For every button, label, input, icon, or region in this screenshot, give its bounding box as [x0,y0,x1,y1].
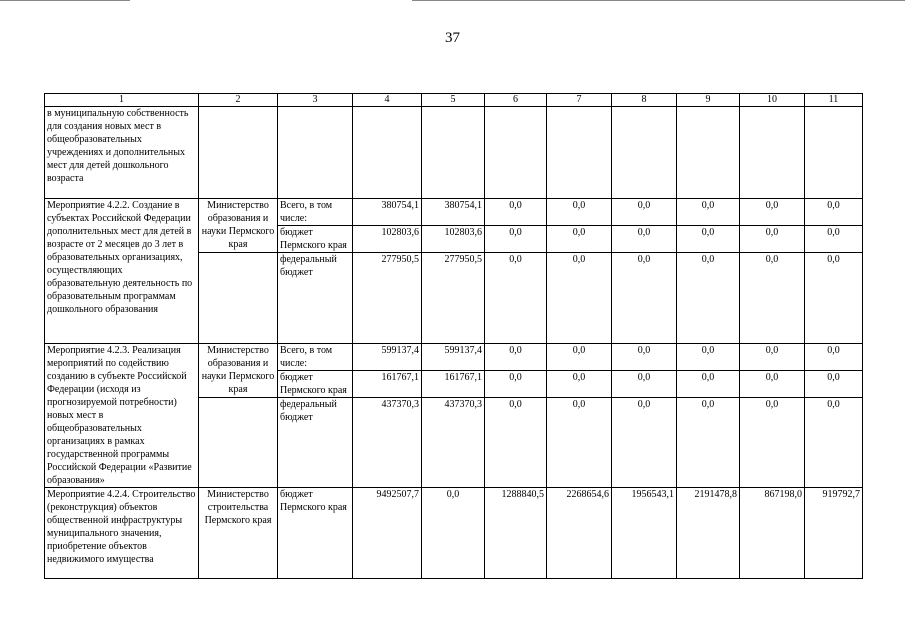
table-row [45,199,863,226]
value-cell: 0,0 [485,253,547,344]
value-cell: 1956543,1 [612,488,677,579]
header-row [45,94,863,107]
empty-cell [485,107,547,199]
source-cell: бюджет Пермского края [278,226,353,253]
value-cell: 0,0 [805,199,863,226]
source-cell: федеральный бюджет [278,398,353,488]
page-number: 37 [445,30,460,46]
value-cell: 599137,4 [353,344,422,371]
source-cell: федеральный бюджет [278,253,353,344]
header-cell: 6 [485,94,547,107]
value-cell: 599137,4 [422,344,485,371]
value-cell: 0,0 [485,398,547,488]
value-cell: 0,0 [612,226,677,253]
measure-cell: Мероприятие 4.2.4. Строительство (реконструкция) объектов общественной инфраструктуры муниципального значения, приобретение объектов недвижимого имущества [45,488,199,579]
value-cell: 0,0 [805,226,863,253]
header-cell: 3 [278,94,353,107]
value-cell: 0,0 [677,199,740,226]
value-cell: 0,0 [547,199,612,226]
value-cell: 0,0 [740,398,805,488]
measure-cell: Мероприятие 4.2.2. Создание в субъектах Российской Федерации дополнительных мест для детей в возрасте от 2 месяцев до 3 лет в образовательных организациях, осуществляющих образовательную деятельность по образовательным программам дошкольного образования [45,199,199,344]
measure-cell: Мероприятие 4.2.3. Реализация мероприятий по содействию созданию в субъекте Российской Федерации (исходя из прогнозируемой потребности) новых мест в общеобразовательных организациях в рамках государственной программы Российской Федерации «Развитие образования» [45,344,199,488]
table-row [45,344,863,371]
value-cell: 1288840,5 [485,488,547,579]
value-cell: 0,0 [740,371,805,398]
value-cell: 2191478,8 [677,488,740,579]
value-cell: 0,0 [677,398,740,488]
header-cell: 11 [805,94,863,107]
empty-cell [422,107,485,199]
value-cell: 0,0 [547,253,612,344]
value-cell: 0,0 [805,253,863,344]
value-cell: 0,0 [677,226,740,253]
header-cell: 9 [677,94,740,107]
value-cell: 0,0 [612,344,677,371]
value-cell: 919792,7 [805,488,863,579]
value-cell: 2268654,6 [547,488,612,579]
value-cell: 867198,0 [740,488,805,579]
value-cell: 0,0 [485,344,547,371]
source-cell: Всего, в том числе: [278,199,353,226]
header-cell: 4 [353,94,422,107]
value-cell: 380754,1 [422,199,485,226]
executor-cell: Министерство образования и науки Пермского края [199,344,278,398]
value-cell: 277950,5 [422,253,485,344]
value-cell: 0,0 [422,488,485,579]
value-cell: 0,0 [740,226,805,253]
value-cell: 0,0 [485,199,547,226]
empty-cell [740,107,805,199]
empty-cell [612,107,677,199]
empty-cell [199,398,278,488]
value-cell: 0,0 [547,371,612,398]
value-cell: 0,0 [612,199,677,226]
header-cell: 7 [547,94,612,107]
value-cell: 0,0 [740,199,805,226]
source-cell: бюджет Пермского края [278,488,353,579]
value-cell: 0,0 [677,344,740,371]
value-cell: 0,0 [677,371,740,398]
value-cell: 0,0 [547,344,612,371]
value-cell: 0,0 [805,344,863,371]
value-cell: 0,0 [677,253,740,344]
empty-cell [199,107,278,199]
executor-cell: Министерство строительства Пермского края [199,488,278,579]
empty-cell [353,107,422,199]
top-rule-right [412,0,905,1]
value-cell: 161767,1 [422,371,485,398]
value-cell: 0,0 [740,253,805,344]
value-cell: 0,0 [612,371,677,398]
executor-cell: Министерство образования и науки Пермского края [199,199,278,253]
value-cell: 0,0 [485,226,547,253]
empty-cell [199,253,278,344]
header-cell: 8 [612,94,677,107]
value-cell: 0,0 [612,398,677,488]
value-cell: 102803,6 [422,226,485,253]
value-cell: 102803,6 [353,226,422,253]
value-cell: 161767,1 [353,371,422,398]
value-cell: 0,0 [547,398,612,488]
value-cell: 0,0 [805,398,863,488]
empty-cell [677,107,740,199]
empty-cell [547,107,612,199]
header-cell: 1 [45,94,199,107]
source-cell: Всего, в том числе: [278,344,353,371]
top-rule-left [0,0,130,1]
value-cell: 0,0 [740,344,805,371]
table-row [45,488,863,579]
header-cell: 2 [199,94,278,107]
header-cell: 5 [422,94,485,107]
value-cell: 0,0 [612,253,677,344]
value-cell: 0,0 [547,226,612,253]
source-cell: бюджет Пермского края [278,371,353,398]
empty-cell [805,107,863,199]
budget-table [44,93,863,579]
value-cell: 0,0 [485,371,547,398]
value-cell: 0,0 [805,371,863,398]
value-cell: 277950,5 [353,253,422,344]
empty-cell [278,107,353,199]
table-row [45,107,863,199]
measure-cell: в муниципальную собственность для создания новых мест в общеобразовательных учреждениях и дополнительных мест для детей дошкольного возраста [45,107,199,199]
value-cell: 437370,3 [422,398,485,488]
value-cell: 9492507,7 [353,488,422,579]
value-cell: 437370,3 [353,398,422,488]
value-cell: 380754,1 [353,199,422,226]
header-cell: 10 [740,94,805,107]
